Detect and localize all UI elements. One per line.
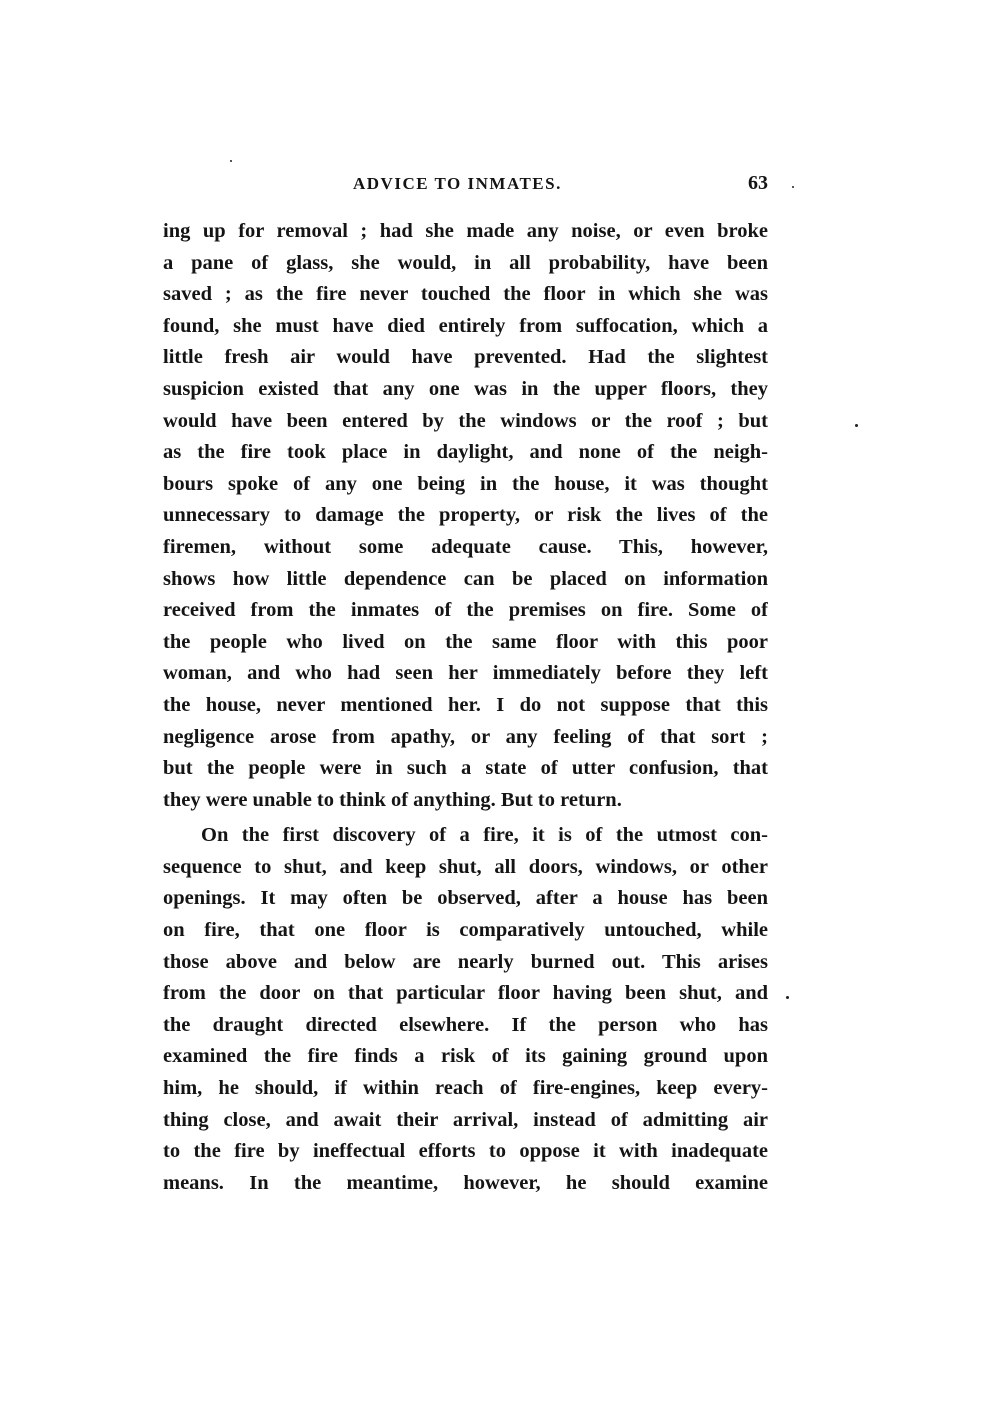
text-line: but the people were in such a state of utter confusion, that — [163, 757, 768, 780]
text-line: negligence arose from apathy, or any feeling of that sort ; — [163, 725, 768, 748]
page-number: 63 — [748, 172, 768, 194]
text-line: received from the inmates of the premises on fire. Some of — [163, 599, 768, 622]
text-line: shows how little dependence can be placed on information — [163, 567, 768, 590]
text-line: unnecessary to damage the property, or risk the lives of the — [163, 504, 768, 527]
text-line: On the first discovery of a fire, it is of the utmost con- — [201, 824, 768, 847]
text-line: little fresh air would have prevented. Had the slightest — [163, 346, 768, 369]
scan-speck — [230, 160, 232, 162]
text-line: to the fire by ineffectual efforts to oppose it with inadequate — [163, 1140, 768, 1163]
text-line: sequence to shut, and keep shut, all doors, windows, or other — [163, 855, 768, 878]
scan-speck — [792, 186, 794, 188]
text-line: thing close, and await their arrival, instead of admitting air — [163, 1108, 768, 1131]
text-line: the people who lived on the same floor with this poor — [163, 630, 768, 653]
running-title: ADVICE TO INMATES. — [353, 174, 562, 193]
running-head — [163, 172, 768, 200]
paragraph-2 — [163, 820, 768, 1199]
text-line: ing up for removal ; had she made any noise, or even broke — [163, 220, 768, 242]
text-line: the house, never mentioned her. I do not suppose that this — [163, 693, 768, 716]
text-line: those above and below are nearly burned out. This arises — [163, 950, 768, 973]
text-line: means. In the meantime, however, he should examine — [163, 1171, 768, 1194]
text-line: as the fire took place in daylight, and none of the neigh- — [163, 441, 768, 464]
text-line: suspicion existed that any one was in the upper floors, they — [163, 377, 768, 400]
text-line: examined the fire finds a risk of its gaining ground upon — [163, 1045, 768, 1068]
text-line: him, he should, if within reach of fire-engines, keep every- — [163, 1077, 768, 1100]
text-line: found, she must have died entirely from suffocation, which a — [163, 314, 768, 337]
text-line: they were unable to think of anything. But to return. — [163, 788, 622, 811]
body-text — [163, 216, 768, 1199]
scan-speck — [855, 424, 858, 427]
text-line: woman, and who had seen her immediately before they left — [163, 662, 768, 685]
text-line: bours spoke of any one being in the house, it was thought — [163, 472, 768, 495]
text-line: on fire, that one floor is comparatively untouched, while — [163, 919, 768, 942]
paragraph-1 — [163, 216, 768, 816]
text-line: openings. It may often be observed, after a house has been — [163, 887, 768, 910]
text-line: from the door on that particular floor having been shut, and — [163, 982, 768, 1005]
text-line: would have been entered by the windows or the roof ; but — [163, 409, 768, 432]
text-line: the draught directed elsewhere. If the person who has — [163, 1013, 768, 1036]
scan-speck — [786, 996, 789, 999]
text-line: saved ; as the fire never touched the floor in which she was — [163, 283, 768, 306]
text-line: a pane of glass, she would, in all probability, have been — [163, 251, 768, 274]
text-line: firemen, without some adequate cause. This, however, — [163, 535, 768, 558]
